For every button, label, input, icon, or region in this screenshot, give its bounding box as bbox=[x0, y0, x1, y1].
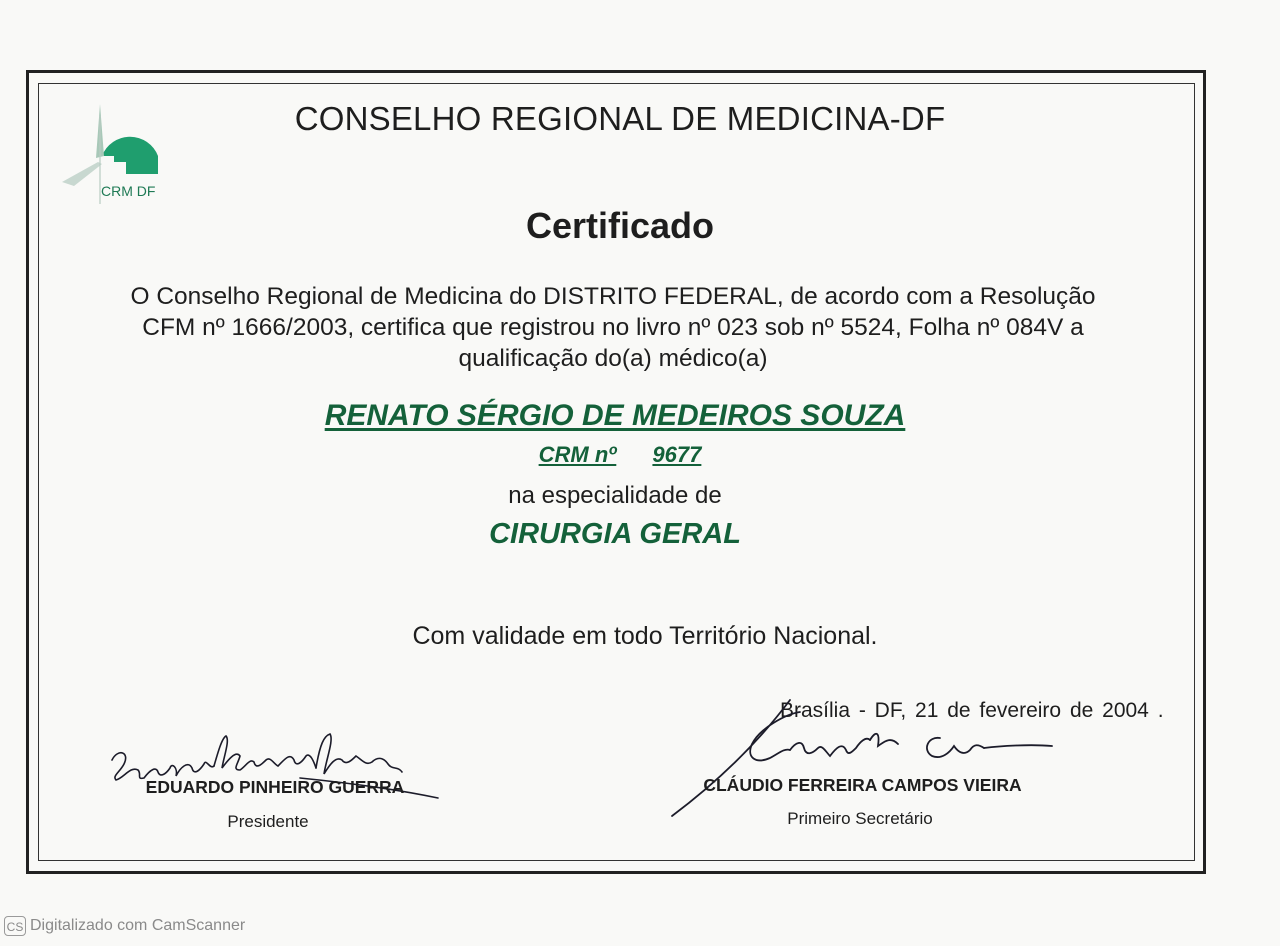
specialty: CIRURGIA GERAL bbox=[489, 518, 741, 550]
scanner-text: Digitalizado com CamScanner bbox=[30, 917, 246, 934]
president-name: EDUARDO PINHEIRO GUERRA bbox=[145, 777, 405, 797]
place-date: Brasília - DF, 21 de fevereiro de 2004 . bbox=[780, 699, 1164, 722]
certificate-title: Certificado bbox=[525, 205, 715, 246]
secretary-name: CLÁUDIO FERREIRA CAMPOS VIEIRA bbox=[703, 775, 1022, 795]
body-line: CFM nº 1666/2003, certifica que registrou no livro nº 023 sob nº 5524, Folha nº 084V a bbox=[142, 314, 1084, 341]
body-line: O Conselho Regional de Medicina do DISTRITO FEDERAL, de acordo com a Resolução bbox=[130, 283, 1096, 310]
crm-registration bbox=[400, 442, 840, 468]
crm-df-logo-icon bbox=[52, 96, 172, 211]
specialty-label: na especialidade de bbox=[508, 482, 722, 509]
doctor-name: RENATO SÉRGIO DE MEDEIROS SOUZA bbox=[324, 399, 906, 432]
camscanner-icon: CS bbox=[4, 916, 26, 936]
logo-text: CRM DF bbox=[101, 183, 156, 199]
crm-label: CRM nº bbox=[538, 442, 617, 467]
body-line: qualificação do(a) médico(a) bbox=[458, 345, 768, 372]
scanner-watermark bbox=[4, 916, 245, 936]
crm-df-logo bbox=[52, 96, 172, 211]
president-role: Presidente bbox=[227, 812, 309, 831]
inner-border bbox=[38, 83, 1195, 861]
certificate-body bbox=[50, 281, 1176, 374]
crm-number: 9677 bbox=[652, 442, 702, 467]
organization-title: CONSELHO REGIONAL DE MEDICINA-DF bbox=[294, 100, 946, 137]
secretary-role: Primeiro Secretário bbox=[787, 809, 933, 828]
validity-statement: Com validade em todo Território Nacional. bbox=[412, 622, 878, 650]
